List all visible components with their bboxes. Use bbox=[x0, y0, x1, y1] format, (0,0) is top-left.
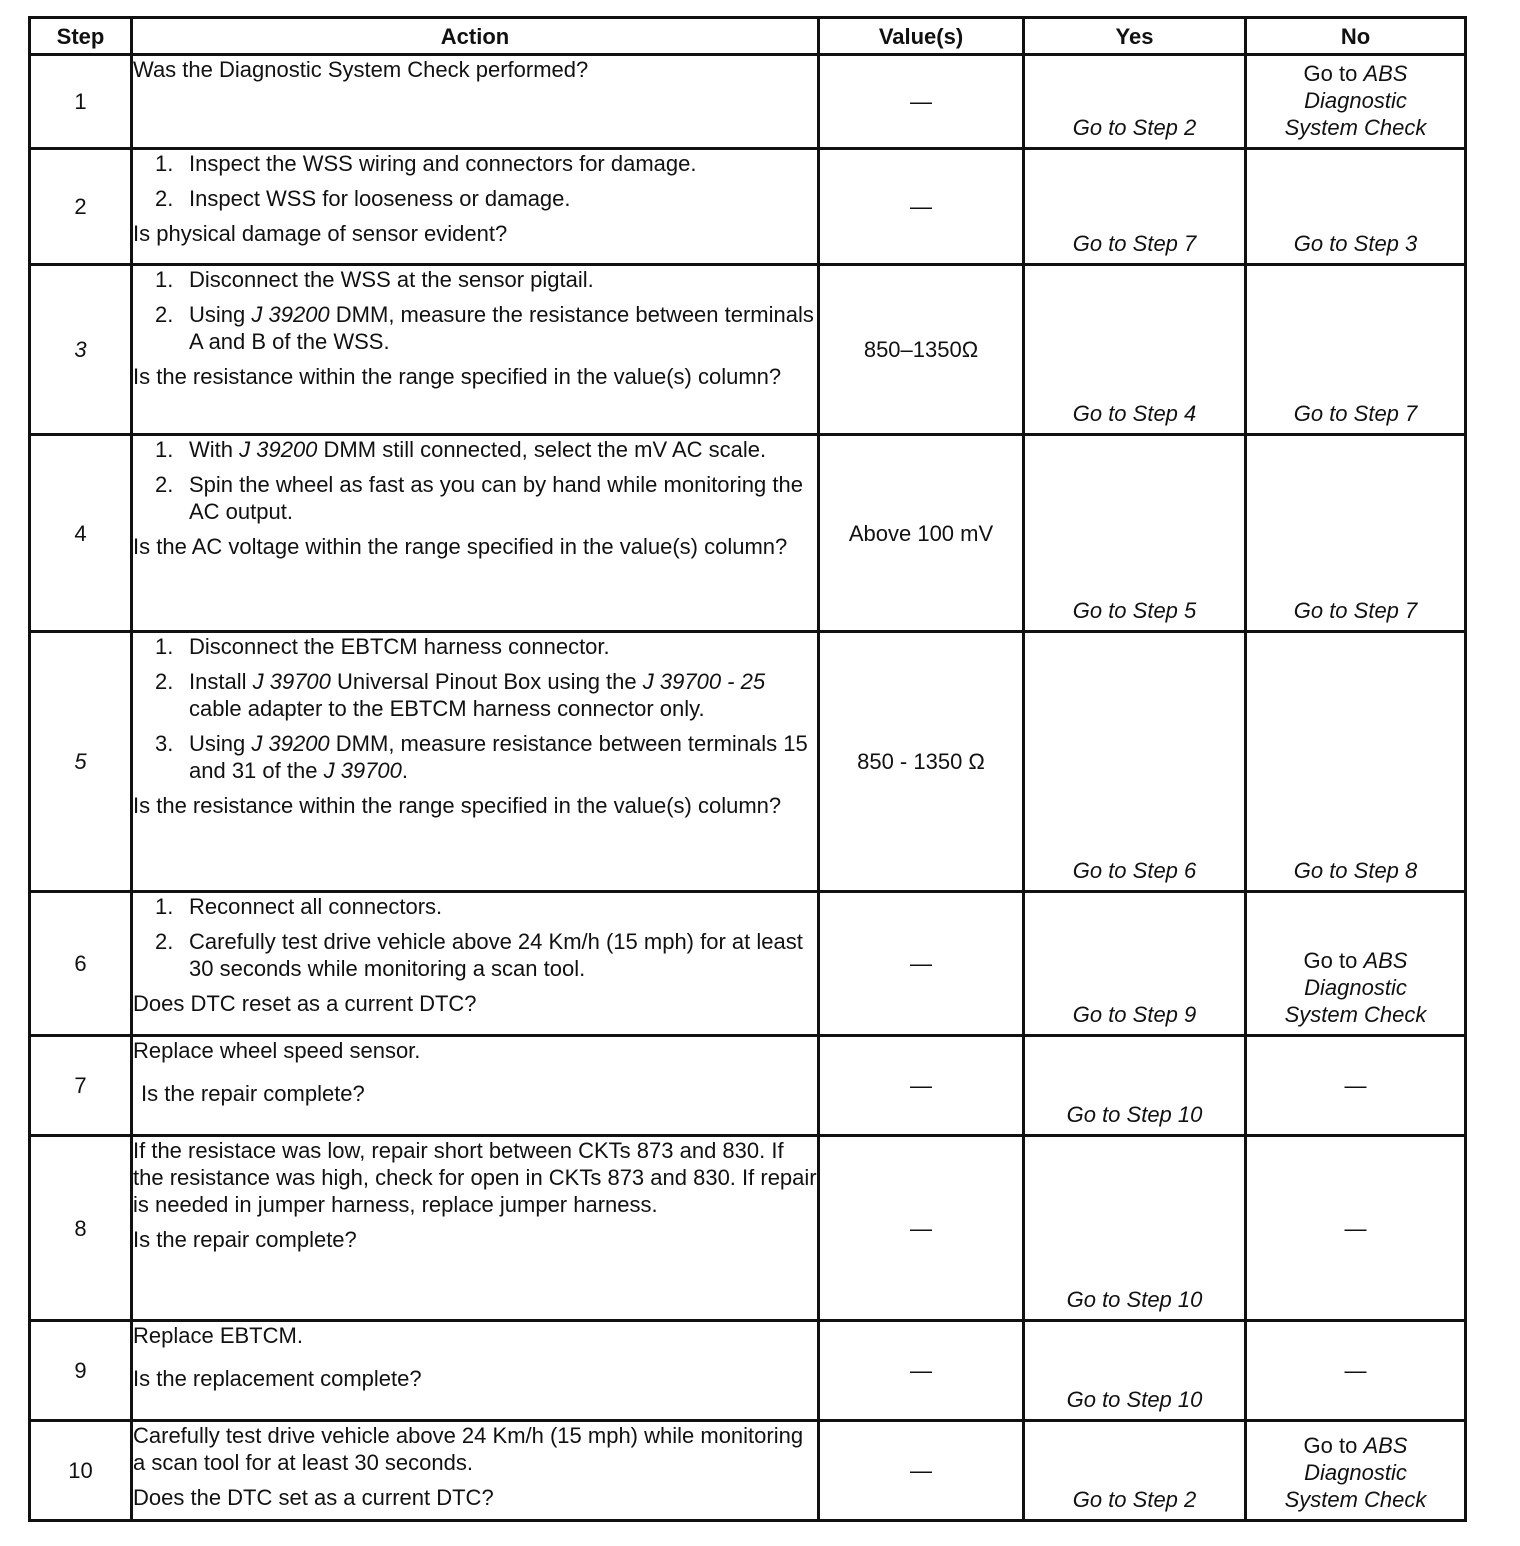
no-goto: Go to Step 7 bbox=[1293, 401, 1418, 426]
action-text: Carefully test drive vehicle above 24 Km/h (15 mph) while monitoring a scan tool for at least 30 seconds. bbox=[133, 1423, 804, 1475]
action-text: If the resistace was low, repair short between CKTs 873 and 830. If the resistance was high, check for open in CKTs 873 and 830. If repair is needed in jumper harness, replace jumper harness. bbox=[133, 1138, 817, 1217]
value-cell bbox=[819, 1036, 1024, 1136]
instruction-number: 2. bbox=[155, 472, 174, 497]
no-cell bbox=[1246, 1321, 1466, 1421]
action-text: Replace EBTCM. bbox=[133, 1323, 303, 1348]
step-number: 8 bbox=[30, 1136, 132, 1321]
instruction-item bbox=[133, 150, 817, 177]
yes-cell bbox=[1024, 1321, 1246, 1421]
yes-goto: Go to Step 7 bbox=[1072, 231, 1197, 256]
value-text: — bbox=[910, 89, 932, 114]
table-row bbox=[30, 1321, 1466, 1421]
tool-reference: J 39200 bbox=[251, 302, 330, 327]
diagnostic-table bbox=[28, 16, 1467, 1522]
yes-goto: Go to Step 9 bbox=[1072, 1002, 1197, 1027]
instruction-item bbox=[133, 928, 817, 982]
value-text: Above 100 mV bbox=[848, 520, 994, 546]
step-number: 1 bbox=[30, 55, 132, 149]
instruction-number: 1. bbox=[155, 894, 174, 919]
no-cell bbox=[1246, 1136, 1466, 1321]
header-values: Value(s) bbox=[819, 18, 1024, 55]
yes-goto: Go to Step 2 bbox=[1072, 115, 1197, 140]
instruction-item bbox=[133, 266, 817, 293]
table-row bbox=[30, 149, 1466, 265]
instruction-item bbox=[133, 633, 817, 660]
table-row bbox=[30, 1036, 1466, 1136]
instruction-text: Disconnect the EBTCM harness connector. bbox=[189, 634, 610, 659]
instruction-list bbox=[133, 436, 817, 525]
yes-goto: Go to Step 10 bbox=[1066, 1287, 1203, 1312]
instruction-item bbox=[133, 668, 817, 722]
value-text: — bbox=[910, 1458, 932, 1483]
header-step: Step bbox=[30, 18, 132, 55]
action-question: Is the resistance within the range specified in the value(s) column? bbox=[133, 793, 782, 818]
value-cell bbox=[819, 1136, 1024, 1321]
no-goto: Go to Step 3 bbox=[1293, 231, 1418, 256]
instruction-text: Using bbox=[189, 731, 246, 756]
step-number: 3 bbox=[30, 265, 132, 435]
step-number: 2 bbox=[30, 149, 132, 265]
value-cell bbox=[819, 1421, 1024, 1521]
instruction-number: 1. bbox=[155, 634, 174, 659]
no-goto-abs-word: ABS bbox=[1363, 1433, 1408, 1458]
header-yes: Yes bbox=[1024, 18, 1246, 55]
action-question: Does DTC reset as a current DTC? bbox=[133, 991, 477, 1016]
instruction-number: 1. bbox=[155, 267, 174, 292]
value-cell bbox=[819, 265, 1024, 435]
instruction-item bbox=[133, 301, 817, 355]
value-text: 850–1350Ω bbox=[863, 337, 979, 362]
instruction-number: 1. bbox=[155, 437, 174, 462]
value-cell bbox=[819, 149, 1024, 265]
no-text: — bbox=[1344, 1215, 1367, 1241]
instruction-text: DMM still connected, select the mV AC scale. bbox=[323, 437, 767, 462]
step-number: 10 bbox=[30, 1421, 132, 1521]
instruction-text: Inspect WSS for looseness or damage. bbox=[189, 186, 571, 211]
instruction-text: cable adapter to the EBTCM harness connector only. bbox=[189, 696, 705, 721]
value-text: — bbox=[910, 951, 932, 976]
step-number: 7 bbox=[30, 1036, 132, 1136]
no-cell bbox=[1246, 632, 1466, 892]
no-cell bbox=[1246, 1421, 1466, 1521]
table-row bbox=[30, 55, 1466, 149]
action-cell bbox=[132, 892, 819, 1036]
instruction-number: 1. bbox=[155, 151, 174, 176]
instruction-number: 2. bbox=[155, 929, 174, 954]
action-question: Does the DTC set as a current DTC? bbox=[133, 1485, 494, 1510]
action-cell bbox=[132, 632, 819, 892]
no-goto: Go to Step 8 bbox=[1293, 858, 1418, 883]
instruction-item bbox=[133, 471, 817, 525]
instruction-item bbox=[133, 185, 817, 212]
table-row bbox=[30, 1421, 1466, 1521]
header-action: Action bbox=[132, 18, 819, 55]
action-question: Is the AC voltage within the range specified in the value(s) column? bbox=[133, 534, 788, 559]
instruction-text: Carefully test drive vehicle above 24 Km/h (15 mph) for at least 30 seconds while monitoring a scan tool. bbox=[189, 929, 803, 981]
yes-cell bbox=[1024, 1136, 1246, 1321]
step-number: 6 bbox=[30, 892, 132, 1036]
tool-reference: J 39700 bbox=[252, 669, 331, 694]
instruction-text: DMM, measure the resistance between terminals A and B of the WSS. bbox=[189, 302, 814, 354]
action-cell bbox=[132, 435, 819, 632]
header-row bbox=[30, 18, 1466, 55]
value-text: 850 - 1350 Ω bbox=[857, 749, 985, 774]
yes-cell bbox=[1024, 55, 1246, 149]
tool-reference: J 39700 bbox=[323, 758, 402, 783]
yes-cell bbox=[1024, 1421, 1246, 1521]
table-row bbox=[30, 892, 1466, 1036]
step-number: 9 bbox=[30, 1321, 132, 1421]
instruction-text: . bbox=[401, 758, 408, 783]
instruction-text: Universal Pinout Box using the bbox=[337, 669, 637, 694]
no-cell bbox=[1246, 55, 1466, 149]
yes-goto: Go to Step 10 bbox=[1066, 1102, 1203, 1127]
header-no: No bbox=[1246, 18, 1466, 55]
action-cell bbox=[132, 1036, 819, 1136]
tool-reference: J 39200 bbox=[239, 437, 318, 462]
action-cell bbox=[132, 149, 819, 265]
action-cell bbox=[132, 1421, 819, 1521]
no-cell bbox=[1246, 265, 1466, 435]
instruction-item bbox=[133, 730, 817, 784]
no-goto-line2: Diagnostic bbox=[1304, 975, 1407, 1000]
yes-cell bbox=[1024, 265, 1246, 435]
instruction-list bbox=[133, 893, 817, 982]
action-question: Is the replacement complete? bbox=[133, 1366, 422, 1391]
value-cell bbox=[819, 435, 1024, 632]
no-goto-abs-word: ABS bbox=[1363, 948, 1408, 973]
instruction-text: DMM, measure resistance between terminals 15 and 31 of the bbox=[189, 731, 808, 783]
instruction-text: With bbox=[189, 437, 233, 462]
action-text: Was the Diagnostic System Check performed? bbox=[133, 57, 589, 82]
instruction-number: 2. bbox=[155, 669, 174, 694]
instruction-text: Spin the wheel as fast as you can by hand while monitoring the AC output. bbox=[189, 472, 803, 524]
step-number: 5 bbox=[30, 632, 132, 892]
tool-reference: J 39200 bbox=[251, 731, 330, 756]
action-cell bbox=[132, 1321, 819, 1421]
no-goto-line3: System Check bbox=[1284, 115, 1427, 140]
step-number: 4 bbox=[30, 435, 132, 632]
value-cell bbox=[819, 1321, 1024, 1421]
no-goto-line3: System Check bbox=[1284, 1487, 1427, 1512]
yes-cell bbox=[1024, 149, 1246, 265]
value-text: — bbox=[910, 1358, 932, 1383]
instruction-text: Inspect the WSS wiring and connectors for damage. bbox=[189, 151, 697, 176]
tool-reference: J 39700 - 25 bbox=[642, 669, 766, 694]
no-cell bbox=[1246, 149, 1466, 265]
no-goto-line2: Diagnostic bbox=[1304, 88, 1407, 113]
instruction-item bbox=[133, 893, 817, 920]
table-row bbox=[30, 1136, 1466, 1321]
no-cell bbox=[1246, 435, 1466, 632]
no-goto-prefix: Go to bbox=[1303, 61, 1358, 86]
instruction-list bbox=[133, 633, 817, 784]
yes-goto: Go to Step 2 bbox=[1072, 1487, 1197, 1512]
action-question: Is the repair complete? bbox=[141, 1081, 365, 1106]
value-cell bbox=[819, 55, 1024, 149]
value-cell bbox=[819, 892, 1024, 1036]
yes-cell bbox=[1024, 892, 1246, 1036]
yes-goto: Go to Step 6 bbox=[1072, 858, 1197, 883]
action-question: Is physical damage of sensor evident? bbox=[133, 221, 508, 246]
yes-cell bbox=[1024, 435, 1246, 632]
action-text: Replace wheel speed sensor. bbox=[133, 1038, 421, 1063]
instruction-text: Reconnect all connectors. bbox=[189, 894, 443, 919]
yes-goto: Go to Step 5 bbox=[1072, 598, 1197, 623]
instruction-text: Disconnect the WSS at the sensor pigtail. bbox=[189, 267, 594, 292]
no-cell bbox=[1246, 892, 1466, 1036]
instruction-number: 2. bbox=[155, 186, 174, 211]
no-goto-abs bbox=[1247, 1432, 1464, 1513]
no-cell bbox=[1246, 1036, 1466, 1136]
instruction-list bbox=[133, 150, 817, 212]
table-row bbox=[30, 632, 1466, 892]
value-cell bbox=[819, 632, 1024, 892]
value-text: — bbox=[910, 1073, 932, 1098]
yes-goto: Go to Step 4 bbox=[1072, 401, 1197, 426]
table-row bbox=[30, 435, 1466, 632]
no-goto-abs-word: ABS bbox=[1363, 61, 1408, 86]
yes-goto: Go to Step 10 bbox=[1066, 1387, 1203, 1412]
no-goto-abs bbox=[1247, 947, 1464, 1028]
no-text: — bbox=[1344, 1073, 1367, 1098]
yes-cell bbox=[1024, 632, 1246, 892]
no-text: — bbox=[1344, 1358, 1367, 1383]
instruction-number: 2. bbox=[155, 302, 174, 327]
instruction-text: Install bbox=[189, 669, 247, 694]
instruction-number: 3. bbox=[155, 731, 174, 756]
action-cell bbox=[132, 55, 819, 149]
action-question: Is the resistance within the range specified in the value(s) column? bbox=[133, 364, 782, 389]
value-text: — bbox=[910, 1215, 932, 1241]
action-cell bbox=[132, 265, 819, 435]
no-goto-prefix: Go to bbox=[1303, 948, 1358, 973]
no-goto-line3: System Check bbox=[1284, 1002, 1427, 1027]
no-goto: Go to Step 7 bbox=[1293, 598, 1418, 623]
action-cell bbox=[132, 1136, 819, 1321]
instruction-item bbox=[133, 436, 817, 463]
value-text: — bbox=[910, 194, 932, 219]
instruction-list bbox=[133, 266, 817, 355]
no-goto-line2: Diagnostic bbox=[1304, 1460, 1407, 1485]
yes-cell bbox=[1024, 1036, 1246, 1136]
action-question: Is the repair complete? bbox=[133, 1227, 357, 1252]
instruction-text: Using bbox=[189, 302, 246, 327]
no-goto-prefix: Go to bbox=[1303, 1433, 1358, 1458]
table-row bbox=[30, 265, 1466, 435]
no-goto-abs bbox=[1247, 60, 1464, 141]
